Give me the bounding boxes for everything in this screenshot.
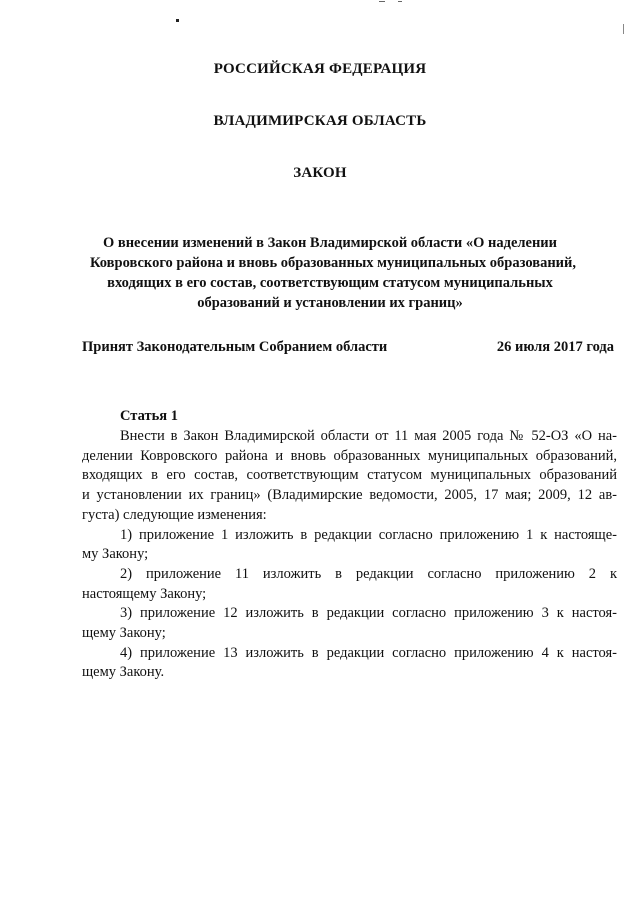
article-title: Статья 1: [120, 408, 178, 424]
adoption-date: 26 июля 2017 года: [496, 339, 614, 355]
law-title: [90, 233, 577, 313]
region-heading: ВЛАДИМИРСКАЯ ОБЛАСТЬ: [213, 113, 427, 129]
article-line: настоящему Закону;: [82, 585, 207, 602]
article-line: 2) приложение 11 изложить в редакции согласно приложению 2 к: [120, 565, 617, 582]
scan-speck: [176, 19, 179, 22]
article-line: 3) приложение 12 изложить в редакции согласно приложению 3 к настоя-: [120, 605, 617, 622]
law-title-line: О внесении изменений в Закон Владимирской области «О наделении: [102, 235, 558, 251]
scan-speck: [623, 24, 624, 34]
article-body: [82, 427, 617, 683]
article-line: щему Закону;: [82, 625, 166, 642]
article-line: щему Закону.: [82, 664, 165, 681]
scan-speck: [398, 1, 402, 2]
adoption-label: Принят Законодательным Собранием области: [82, 339, 388, 355]
article-line: 4) приложение 13 изложить в редакции согласно приложению 4 к настоя-: [120, 644, 617, 661]
article-line: делении Ковровского района и вновь образованных муниципальных образований,: [82, 447, 617, 464]
article-line: и установлении их границ» (Владимирские ведомости, 2005, 17 мая; 2009, 12 ав-: [82, 487, 617, 504]
article-line: густа) следующие изменения:: [82, 506, 267, 523]
law-title-line: образований и установлении их границ»: [197, 295, 463, 311]
law-title-line: входящих в его состав, соответствующим статусом муниципальных: [107, 275, 553, 291]
law-heading: ЗАКОН: [293, 165, 347, 181]
article-line: 1) приложение 1 изложить в редакции согласно приложению 1 к настояще-: [120, 526, 617, 543]
adoption-row: [82, 339, 614, 359]
article-line: Внести в Закон Владимирской области от 11 мая 2005 года № 52-ОЗ «О на-: [120, 428, 617, 444]
law-title-line: Ковровского района и вновь образованных муниципальных образований,: [90, 255, 577, 271]
scan-speck: [379, 1, 385, 2]
country-heading: РОССИЙСКАЯ ФЕДЕРАЦИЯ: [213, 61, 427, 77]
article-line: му Закону;: [82, 546, 149, 563]
article-line: входящих в его состав, соответствующим статусом муниципальных образований: [82, 467, 617, 484]
